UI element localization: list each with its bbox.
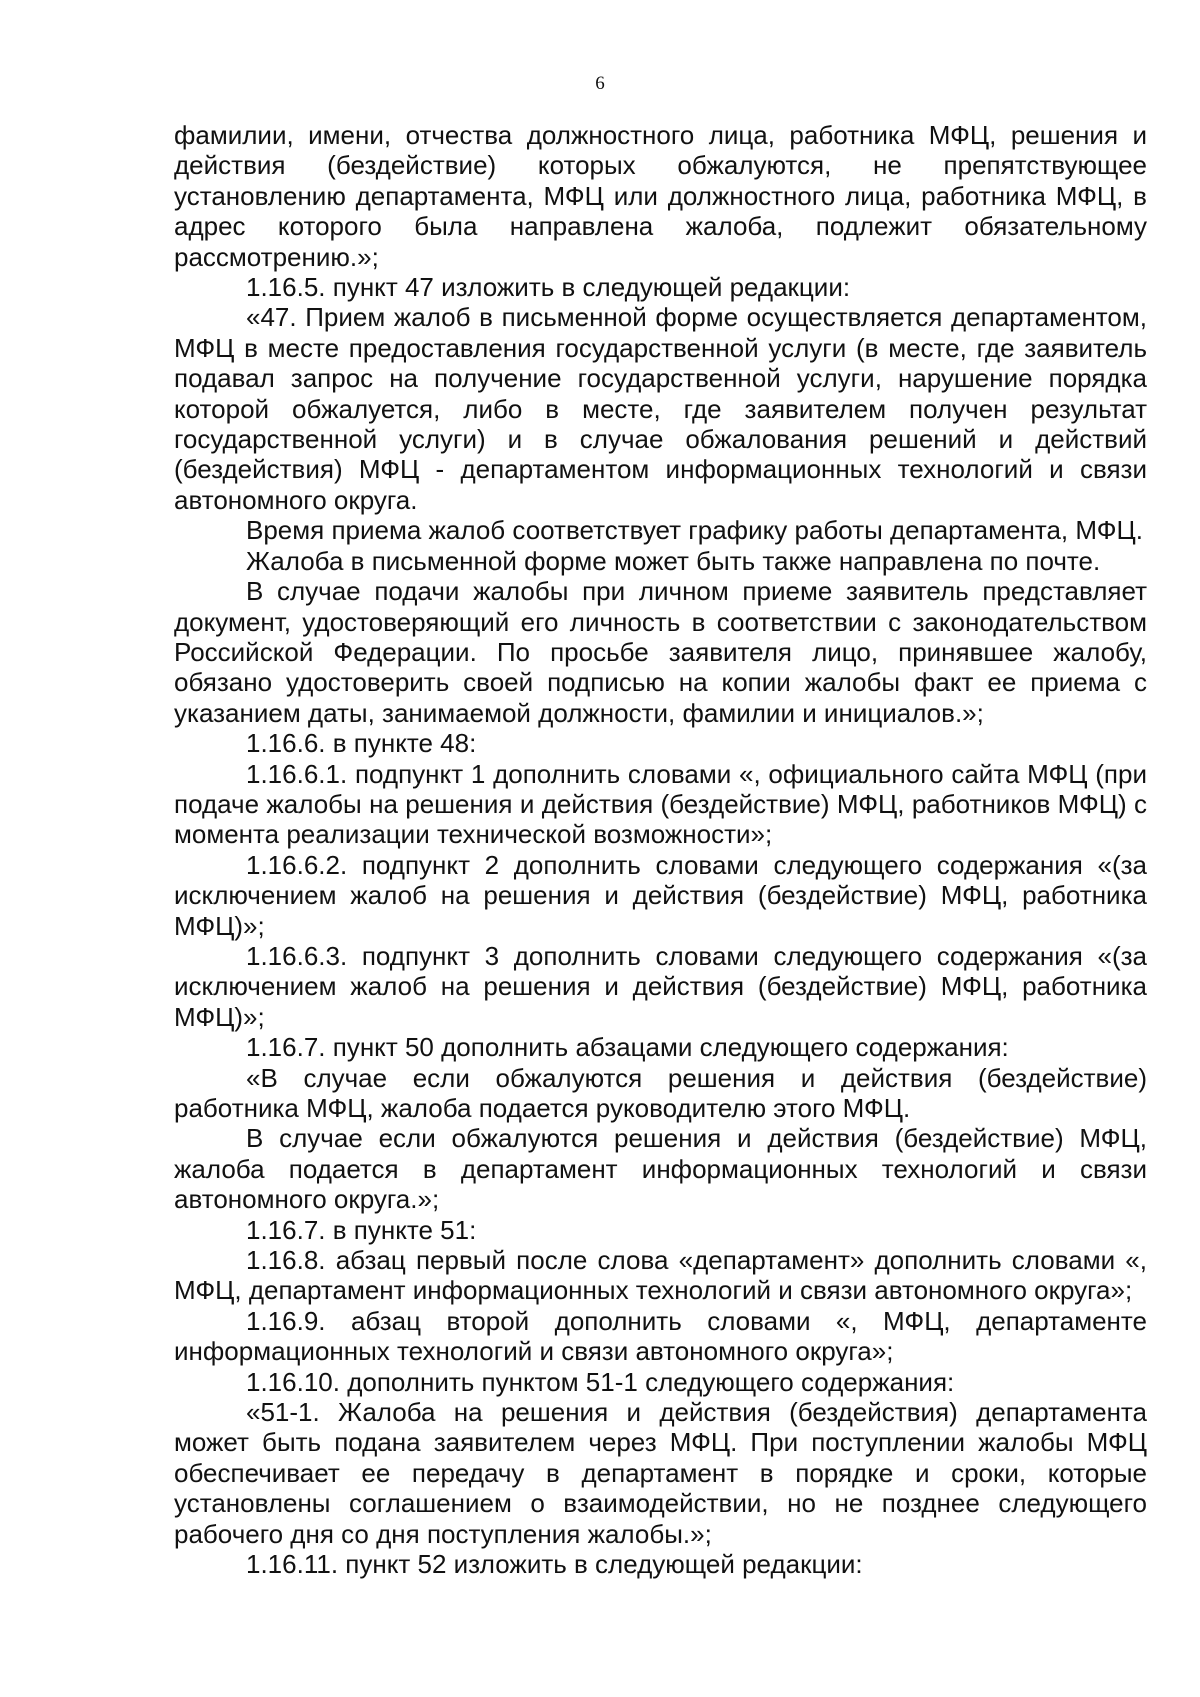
- paragraph: 1.16.9. абзац второй дополнить словами «, МФЦ, департаменте информационных технологий и связи автономного округа»;: [174, 1305, 1147, 1367]
- paragraph: 1.16.6.1. подпункт 1 дополнить словами «, официального сайта МФЦ (при подаче жалобы на решения и действия (бездействие) МФЦ, работников МФЦ) с момента реализации технической возможности»;: [174, 758, 1147, 850]
- paragraph: В случае если обжалуются решения и действия (бездействие) МФЦ, жалоба подается в департамент информационных технологий и связи автономного округа.»;: [174, 1123, 1147, 1215]
- paragraph: «47. Прием жалоб в письменной форме осуществляется департаментом, МФЦ в месте предоставления государственной услуги (в месте, где заявитель подавал запрос на получение государственной услуги, нарушение порядка которой обжалуется, либо в месте, где заявителем получен результат государственной услуги) и в случае обжалования решений и действий (бездействия) МФЦ - департаментом информационных технологий и связи автономного округа.: [174, 302, 1147, 515]
- paragraph: фамилии, имени, отчества должностного лица, работника МФЦ, решения и действия (бездействие) которых обжалуются, не препятствующее установлению департамента, МФЦ или должностного лица, работника МФЦ, в адрес которого была направлена жалоба, подлежит обязательному рассмотрению.»;: [174, 120, 1147, 272]
- paragraph: «51-1. Жалоба на решения и действия (бездействия) департамента может быть подана заявителем через МФЦ. При поступлении жалобы МФЦ обеспечивает ее передачу в департамент в порядке и сроки, которые установлены соглашением о взаимодействии, но не позднее следующего рабочего дня со дня поступления жалобы.»;: [174, 1397, 1147, 1549]
- paragraph: 1.16.8. абзац первый после слова «департамент» дополнить словами «, МФЦ, департамент информационных технологий и связи автономного округа»;: [174, 1245, 1147, 1306]
- document-body: [174, 120, 1147, 1580]
- paragraph: 1.16.11. пункт 52 изложить в следующей редакции:: [246, 1549, 863, 1580]
- paragraph: 1.16.7. пункт 50 дополнить абзацами следующего содержания:: [246, 1032, 1009, 1063]
- paragraph: В случае подачи жалобы при личном приеме заявитель представляет документ, удостоверяющий его личность в соответствии с законодательством Российской Федерации. По просьбе заявителя лицо, принявшее жалобу, обязано удостоверить своей подписью на копии жалобы факт ее приема с указанием даты, занимаемой должности, фамилии и инициалов.»;: [174, 576, 1147, 728]
- paragraph: 1.16.7. в пункте 51:: [246, 1214, 477, 1245]
- paragraph: 1.16.6. в пункте 48:: [246, 728, 477, 759]
- paragraph: 1.16.10. дополнить пунктом 51-1 следующего содержания:: [246, 1366, 955, 1397]
- paragraph: 1.16.5. пункт 47 изложить в следующей редакции:: [246, 272, 851, 303]
- paragraph: Жалоба в письменной форме может быть также направлена по почте.: [246, 545, 1101, 576]
- paragraph: «В случае если обжалуются решения и действия (бездействие) работника МФЦ, жалоба подается руководителю этого МФЦ.: [174, 1062, 1147, 1123]
- paragraph: 1.16.6.3. подпункт 3 дополнить словами следующего содержания «(за исключением жалоб на решения и действия (бездействие) МФЦ, работника МФЦ)»;: [174, 940, 1147, 1032]
- paragraph: 1.16.6.2. подпункт 2 дополнить словами следующего содержания «(за исключением жалоб на решения и действия (бездействие) МФЦ, работника МФЦ)»;: [174, 849, 1147, 941]
- paragraph: Время приема жалоб соответствует графику работы департамента, МФЦ.: [246, 515, 1143, 546]
- page-number: 6: [595, 73, 605, 94]
